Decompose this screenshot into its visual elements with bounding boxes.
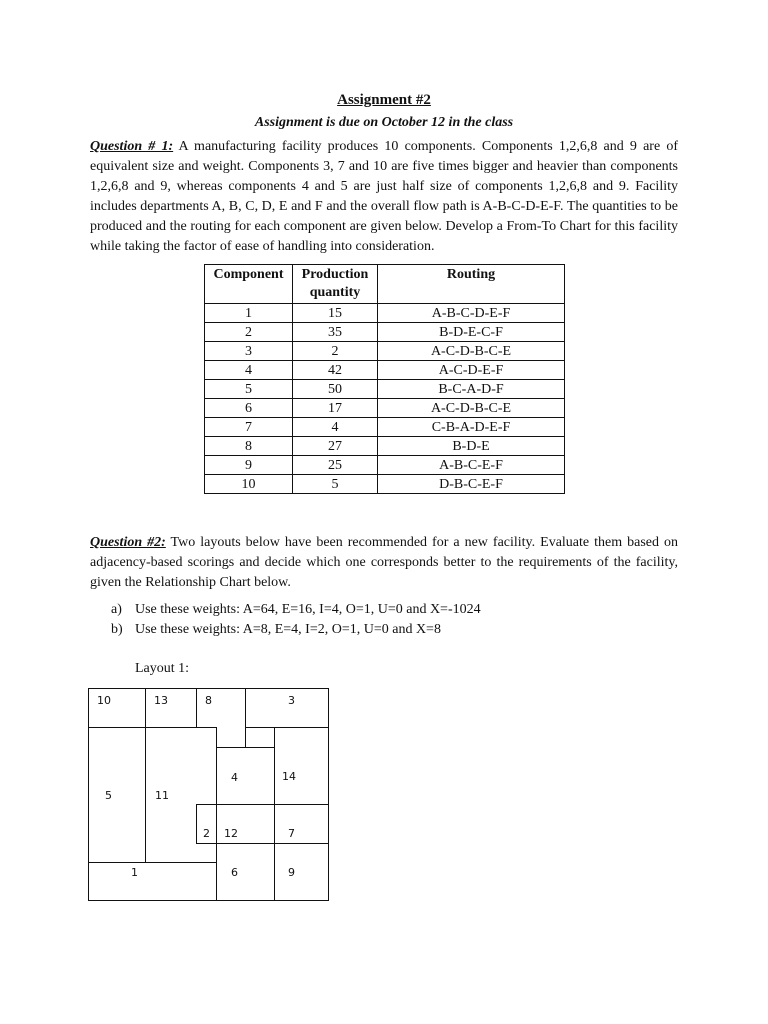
routing-cell: A-C-D-B-C-E [378, 342, 565, 361]
page-title: Assignment #2 [337, 92, 431, 108]
quantity-cell: 27 [293, 437, 378, 456]
table-row [205, 342, 565, 361]
question-1-text: A manufacturing facility produces 10 components. Components 1,2,6,8 and 9 are of equivalent size and weight. Components 3, 7 and 10 are five times bigger and heavier than components 1,2,6,8 and 9, whereas components 4 and 5 are just half size of components 1,2,6,8 and 9. Facility includes departments A, B, C, D, E and F and the overall flow path is A-B-C-D-E-F. The quantities to be produced and the routing for each component are given below. Develop a From-To Chart for this facility while taking the factor of ease of handling into consideration. [90, 139, 678, 254]
quantity-cell: 42 [293, 361, 378, 380]
department-13: 13 [145, 688, 197, 805]
quantity-cell: 35 [293, 323, 378, 342]
department-1: 1 [88, 862, 217, 901]
component-cell: 3 [205, 342, 293, 361]
table-row [205, 475, 565, 494]
department-10: 10 [88, 688, 146, 728]
header-production-quantity: Production quantity [293, 265, 378, 304]
question-2-label: Question #2: [90, 535, 166, 550]
component-cell: 2 [205, 323, 293, 342]
routing-cell: A-B-C-E-F [378, 456, 565, 475]
routing-cell: A-B-C-D-E-F [378, 304, 565, 323]
table-row [205, 437, 565, 456]
question-1 [90, 137, 678, 257]
table-row [205, 399, 565, 418]
page-subtitle: Assignment is due on October 12 in the class [254, 115, 514, 130]
routing-cell: A-C-D-E-F [378, 361, 565, 380]
table-header-row [205, 265, 565, 304]
department-7: 7 [274, 804, 329, 844]
quantity-cell: 2 [293, 342, 378, 361]
header-component: Component [205, 265, 293, 304]
department-9: 9 [274, 843, 329, 901]
question-2 [90, 533, 678, 593]
table-row [205, 304, 565, 323]
routing-cell: B-D-E-C-F [378, 323, 565, 342]
component-cell: 9 [205, 456, 293, 475]
routing-cell: D-B-C-E-F [378, 475, 565, 494]
routing-cell: B-C-A-D-F [378, 380, 565, 399]
department-8: 8 [196, 688, 246, 748]
quantity-cell: 15 [293, 304, 378, 323]
table-row [205, 418, 565, 437]
department-14: 14 [274, 727, 329, 805]
question-2-text: Two layouts below have been recommended for a new facility. Evaluate them based on adjacency-based scorings and decide which one corresponds better to the requirements of the facility, given the Relationship Chart below. [90, 535, 678, 590]
department-12: 12 [216, 804, 275, 844]
component-cell: 1 [205, 304, 293, 323]
component-cell: 8 [205, 437, 293, 456]
component-cell: 4 [205, 361, 293, 380]
table-row [205, 361, 565, 380]
table-row [205, 456, 565, 475]
weights-list [111, 600, 481, 640]
quantity-cell: 25 [293, 456, 378, 475]
component-cell: 10 [205, 475, 293, 494]
component-cell: 7 [205, 418, 293, 437]
department-4: 4 [216, 747, 275, 805]
routing-table [204, 264, 565, 494]
routing-cell: A-C-D-B-C-E [378, 399, 565, 418]
table-row [205, 380, 565, 399]
department-2: 2 [196, 804, 217, 844]
header-routing: Routing [378, 265, 565, 304]
quantity-cell: 5 [293, 475, 378, 494]
component-cell: 5 [205, 380, 293, 399]
quantity-cell: 50 [293, 380, 378, 399]
layout-1-diagram [88, 688, 329, 901]
question-1-label: Question # 1: [90, 139, 174, 154]
routing-cell: B-D-E [378, 437, 565, 456]
department-5: 5 [88, 727, 146, 863]
department-3: 3 [245, 688, 329, 728]
department-6: 6 [216, 843, 275, 901]
quantity-cell: 17 [293, 399, 378, 418]
list-item: b) Use these weights: A=8, E=4, I=2, O=1, U=0 and X=8 [111, 622, 441, 637]
routing-cell: C-B-A-D-E-F [378, 418, 565, 437]
component-cell: 6 [205, 399, 293, 418]
table-row [205, 323, 565, 342]
quantity-cell: 4 [293, 418, 378, 437]
list-item: a) Use these weights: A=64, E=16, I=4, O=1, U=0 and X=-1024 [111, 602, 481, 617]
layout-1-label: Layout 1: [135, 661, 190, 676]
department-11: 11 [145, 727, 217, 863]
